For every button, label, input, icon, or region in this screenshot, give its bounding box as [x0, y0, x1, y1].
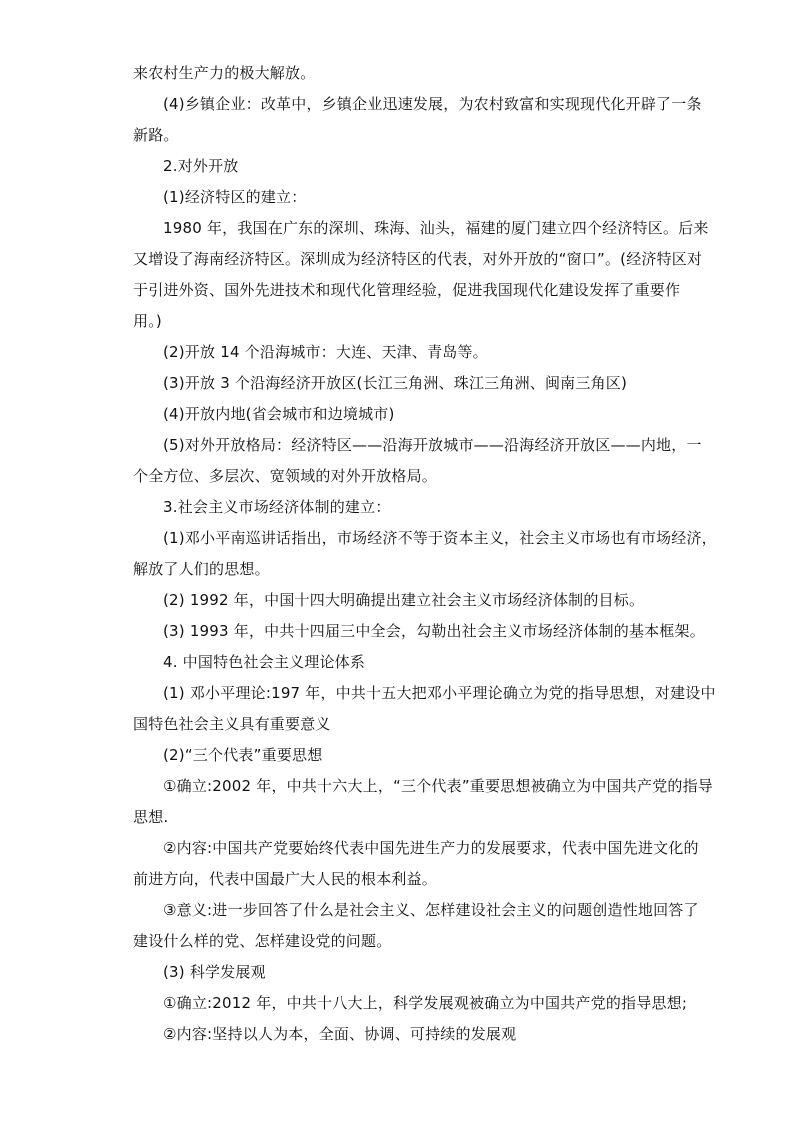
text-line: (2) 1992 年，中国十四大明确提出建立社会主义市场经济体制的目标。: [163, 591, 645, 609]
text-line: 又增设了海南经济特区。深圳成为经济特区的代表，对外开放的“窗口”。(经济特区对: [133, 250, 703, 268]
text-line: 于引进外资、国外先进技术和现代化管理经验，促进我国现代化建设发挥了重要作: [133, 281, 681, 299]
text-line: (1) 邓小平理论:197 年，中共十五大把邓小平理论确立为党的指导思想，对建设中: [163, 684, 716, 702]
text-line: (4)乡镇企业：改革中，乡镇企业迅速发展，为农村致富和实现现代化开辟了一条: [163, 95, 702, 113]
text-line: ①确立:2012 年，中共十八大上，科学发展观被确立为中国共产党的指导思想;: [163, 994, 688, 1012]
text-line: (2)“三个代表”重要思想: [163, 746, 323, 764]
text-line: ③意义:进一步回答了什么是社会主义、怎样建设社会主义的问题创造性地回答了: [163, 901, 699, 919]
text-line: ②内容:坚持以人为本，全面、协调、可持续的发展观: [163, 1025, 517, 1043]
text-line: 用。): [133, 312, 162, 330]
text-line: ①确立:2002 年，中共十六大上，“三个代表”重要思想被确立为中国共产党的指导: [163, 777, 713, 795]
text-line: 个全方位、多层次、宽领域的对外开放格局。: [133, 467, 438, 485]
text-line: 前进方向，代表中国最广大人民的根本利益。: [133, 870, 438, 888]
text-line: 2.对外开放: [163, 157, 239, 175]
text-line: 国特色社会主义具有重要意义: [133, 715, 331, 733]
text-line: 新路。: [133, 126, 179, 144]
text-line: 1980 年，我国在广东的深圳、珠海、汕头，福建的厦门建立四个经济特区。后来: [163, 219, 709, 237]
text-line: (1)邓小平南巡讲话指出，市场经济不等于资本主义，社会主义市场也有市场经济，: [163, 529, 717, 547]
text-line: (5)对外开放格局：经济特区——沿海开放城市——沿海经济开放区——内地，一: [163, 436, 702, 454]
text-line: 思想.: [133, 808, 169, 826]
text-line: (4)开放内地(省会城市和边境城市): [163, 405, 395, 423]
text-line: 4. 中国特色社会主义理论体系: [163, 653, 366, 671]
text-line: (2)开放 14 个沿海城市：大连、天津、青岛等。: [163, 343, 488, 361]
document-page: [133, 58, 717, 1050]
text-line: ②内容:中国共产党要始终代表中国先进生产力的发展要求，代表中国先进文化的: [163, 839, 699, 857]
text-line: 来农村生产力的极大解放。: [133, 64, 316, 82]
text-line: (3) 科学发展观: [163, 963, 266, 981]
text-line: (1)经济特区的建立：: [163, 188, 307, 206]
text-line: 3.社会主义市场经济体制的建立：: [163, 498, 391, 516]
text-line: 建设什么样的党、怎样建设党的问题。: [133, 932, 392, 950]
text-line: (3)开放 3 个沿海经济开放区(长江三角洲、珠江三角洲、闽南三角区): [163, 374, 628, 392]
text-line: 解放了人们的思想。: [133, 560, 270, 578]
text-line: (3) 1993 年，中共十四届三中全会，勾勒出社会主义市场经济体制的基本框架。: [163, 622, 705, 640]
